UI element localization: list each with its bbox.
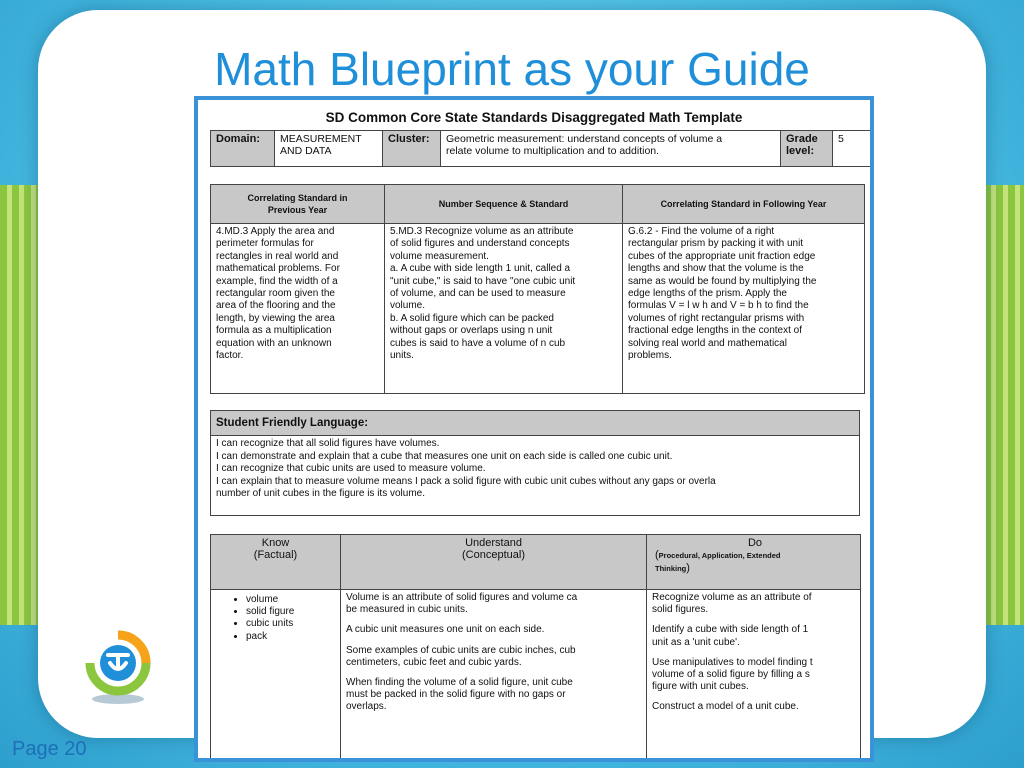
logo-icon xyxy=(80,625,156,705)
understand-paragraph xyxy=(346,645,641,669)
grade-label-line: level: xyxy=(786,145,815,157)
know-item: • volume xyxy=(246,594,335,606)
student-friendly-body xyxy=(211,436,860,516)
understand-paragraph xyxy=(346,592,641,616)
paragraph-line: Use manipulatives to model finding t xyxy=(652,656,813,668)
understand-header xyxy=(341,535,647,590)
cluster-label: Cluster: xyxy=(383,131,441,167)
paren-close: ) xyxy=(686,562,690,575)
document-title: SD Common Core State Standards Disaggregated Math Template xyxy=(325,110,743,125)
paragraph-line: solid figures. xyxy=(652,604,709,616)
standard-line: without gaps or overlaps using n unit xyxy=(390,325,553,337)
standard-line: rectangular room given the xyxy=(216,288,335,300)
student-friendly-line: I can recognize that all solid figures have volumes. xyxy=(216,438,440,449)
standard-line: cubes of the appropriate unit fraction edge xyxy=(628,250,816,262)
standard-line: volume. xyxy=(390,300,426,312)
do-paragraph xyxy=(652,592,855,616)
standard-line: volume measurement. xyxy=(390,250,489,262)
understand-cell xyxy=(341,590,647,759)
paren-open: ( xyxy=(655,549,659,562)
paragraph-line: figure with unit cubes. xyxy=(652,681,749,693)
standard-line: area of the flooring and the xyxy=(216,300,336,312)
student-friendly-line: number of unit cubes in the figure is its volume. xyxy=(216,488,425,500)
know-cell xyxy=(211,590,341,759)
paragraph-line: unit as a 'unit cube'. xyxy=(652,636,740,648)
standard-line: perimeter formulas for xyxy=(216,238,314,250)
paragraph-line: Identify a cube with side length of 1 xyxy=(652,624,809,636)
standard-line: factor. xyxy=(216,350,244,362)
student-friendly-line: I can demonstrate and explain that a cube that measures one unit on each side is called one cubic unit. xyxy=(216,450,673,462)
domain-label: Domain: xyxy=(211,131,275,167)
previous-year-header xyxy=(211,185,385,224)
know-header xyxy=(211,535,341,590)
grade-value: 5 xyxy=(833,131,871,167)
standard-line: length, by viewing the area xyxy=(216,312,335,324)
standard-line: 4.MD.3 Apply the area and xyxy=(216,226,335,237)
paragraph-line: must be packed in the solid figure with no gaps or xyxy=(346,689,566,701)
header-line: Understand xyxy=(465,537,522,549)
understand-paragraph xyxy=(346,677,641,714)
header-line: (Factual) xyxy=(253,549,298,562)
paragraph-line: A cubic unit measures one unit on each side. xyxy=(346,624,545,636)
do-cell xyxy=(647,590,861,759)
standards-table xyxy=(210,184,865,394)
do-header xyxy=(647,535,861,590)
know-item: • solid figure xyxy=(246,606,335,618)
know-item: • cubic units xyxy=(246,618,335,630)
standard-line: 5.MD.3 Recognize volume as an attribute xyxy=(390,226,574,237)
grade-label-line: Grade xyxy=(786,133,818,145)
paragraph-line: Volume is an attribute of solid figures and volume ca xyxy=(346,592,578,603)
student-friendly-line: I can recognize that cubic units are used to measure volume. xyxy=(216,463,486,475)
paragraph-line: volume of a solid figure by filling a s xyxy=(652,669,810,681)
number-sequence-header: Number Sequence & Standard xyxy=(385,185,623,224)
standard-line: edge lengths of the prism. Apply the xyxy=(628,288,787,300)
standard-line: same as would be found by multiplying the xyxy=(628,275,817,287)
standard-line: solving real world and mathematical xyxy=(628,337,787,349)
document-image xyxy=(198,100,870,758)
know-understand-do-table xyxy=(210,534,861,758)
student-friendly-line: I can explain that to measure volume means I pack a solid figure with cubic unit cubes without any gaps or overla xyxy=(216,475,716,487)
previous-year-standard xyxy=(211,224,385,394)
understand-paragraph xyxy=(346,624,641,636)
standard-line: rectangles in real world and xyxy=(216,250,339,262)
paragraph-line: overlaps. xyxy=(346,701,387,713)
document-image-frame xyxy=(194,96,874,762)
know-list xyxy=(216,594,335,643)
header-line: Do xyxy=(747,537,763,549)
do-subheader: Procedural, Application, Extended xyxy=(658,551,781,561)
standard-line: equation with an unknown xyxy=(216,337,332,349)
paragraph-line: When finding the volume of a solid figure, unit cube xyxy=(346,677,573,689)
standard-line: volumes of right rectangular prisms with xyxy=(628,312,805,324)
paragraph-line: Some examples of cubic units are cubic inches, cub xyxy=(346,644,576,656)
do-paragraph xyxy=(652,701,855,713)
standard-line: "unit cube," is said to have "one cubic unit xyxy=(390,275,576,287)
header-table xyxy=(210,130,870,167)
paragraph-line: centimeters, cubic feet and cubic yards. xyxy=(346,656,522,668)
domain-value xyxy=(275,131,383,167)
standard-line: fractional edge lengths in the context of xyxy=(628,325,803,337)
standard-line: G.6.2 - Find the volume of a right xyxy=(628,226,775,237)
student-friendly-header: Student Friendly Language: xyxy=(211,411,860,436)
header-line: Correlating Standard in xyxy=(247,192,348,203)
do-paragraph xyxy=(652,624,855,648)
standard-line: rectangular prism by packing it with unit xyxy=(628,238,804,250)
cluster-value xyxy=(441,131,781,167)
standard-line: mathematical problems. For xyxy=(216,263,340,275)
header-line: Previous Year xyxy=(267,205,328,215)
know-item: • pack xyxy=(246,631,335,643)
domain-value-line: MEASUREMENT xyxy=(280,133,362,145)
grade-label xyxy=(781,131,833,167)
student-friendly-table xyxy=(210,410,860,516)
standard-line: units. xyxy=(390,350,414,362)
header-line: Know xyxy=(261,537,290,549)
current-standard xyxy=(385,224,623,394)
do-paragraph xyxy=(652,657,855,694)
slide-title: Math Blueprint as your Guide xyxy=(214,43,810,95)
domain-value-line: AND DATA xyxy=(280,145,332,157)
do-subheader: Thinking xyxy=(655,564,687,574)
standard-line: cubes is said to have a volume of n cub xyxy=(390,337,566,349)
standard-line: problems. xyxy=(628,350,672,362)
standard-line: a. A cube with side length 1 unit, called a xyxy=(390,263,571,275)
standard-line: formula as a multiplication xyxy=(216,325,332,337)
following-year-standard xyxy=(623,224,865,394)
standard-line: example, find the width of a xyxy=(216,275,338,287)
standard-line: lengths and show that the volume is the xyxy=(628,263,804,275)
cluster-value-line: relate volume to multiplication and to addition. xyxy=(446,145,660,157)
paragraph-line: Recognize volume as an attribute of xyxy=(652,592,812,603)
standard-line: b. A solid figure which can be packed xyxy=(390,312,554,324)
standard-line: formulas V = l w h and V = b h to find the xyxy=(628,300,809,312)
header-line: (Conceptual) xyxy=(462,549,525,562)
standard-line: of solid figures and understand concepts xyxy=(390,238,570,250)
cluster-value-line: Geometric measurement: understand concepts of volume a xyxy=(446,133,723,145)
standard-line: of volume, and can be used to measure xyxy=(390,288,566,300)
following-year-header: Correlating Standard in Following Year xyxy=(623,185,865,224)
paragraph-line: Construct a model of a unit cube. xyxy=(652,701,799,713)
paragraph-line: be measured in cubic units. xyxy=(346,604,468,616)
page-number: Page 20 xyxy=(12,738,87,760)
